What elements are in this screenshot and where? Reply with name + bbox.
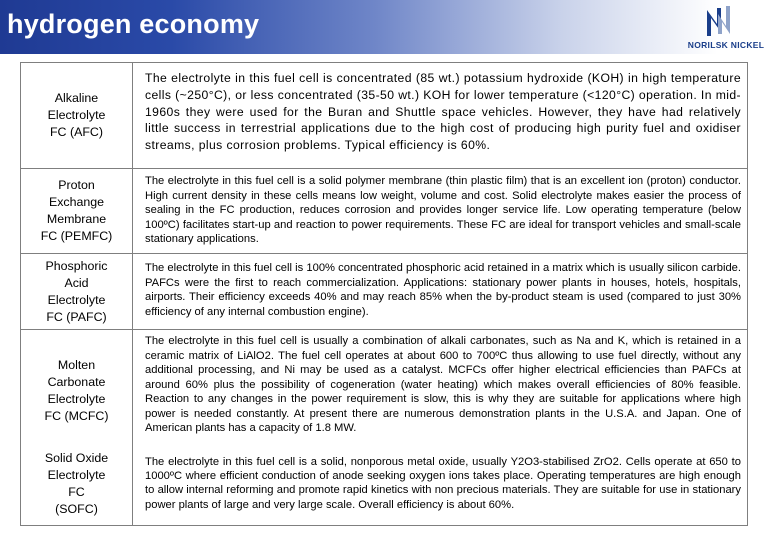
row-text-mcfc: The electrolyte in this fuel cell is usually a combination of alkali carbonates, such as Na and K, which is retained in a ceramic matrix of LiAlO2. The fuel cell operates at about 600 to 700ºC thus allowing to use fuel directly, without any additional processing, and Ni may be used as a catalyst. MCFCs offer higher electrical efficiencies than PAFCs at around 60% plus the possibility of cogeneration (water heating) which makes overall efficiencies of 80% feasible. Reaction to any changes in the power requirement is slow, this is why they are suitable for applications where high power is needed constantly. At present there are numerous demonstration plants in the U.S.A. and Japan. One of American plants has a capacity of 1.8 MW. [145,335,741,434]
norilsk-nickel-logo-icon [704,4,734,38]
row-label-afc: Alkaline Electrolyte FC (AFC) [47,91,106,139]
logo-text: NORILSK NICKEL [687,40,765,50]
row-text-pemfc: The electrolyte in this fuel cell is a solid polymer membrane (thin plastic film) that is an excellent ion (proton) conductor. High current density in these cells means low weight, volume and cost. Solid electrolyte makes easier the process of sealing in the FC production, reduces corrosion and provides longer service life. Low operating temperature (below 100ºC) facilitates start-up and reaction to power requirements. These FC are ideal for transport vehicles and small-scale stationary applications. [145,175,741,245]
column-divider [132,63,133,525]
row-label-pemfc: Proton Exchange Membrane FC (PEMFC) [40,178,113,243]
row-text-sofc: The electrolyte in this fuel cell is a solid, nonporous metal oxide, usually Y2O3-stabilised ZrO2. Cells operate at 650 to 1000ºC where efficient conduction of anode seeking oxygen ions takes place. Operating temperatures are high enough to allow internal reforming and promote rapid kinetics with non precious materials. They are suitable for use in stationary power plants of large and very large scale. Overall efficiency is about 60%. [145,456,741,511]
row-text-pafc: The electrolyte in this fuel cell is 100% concentrated phosphoric acid retained in a matrix which is usually silicon carbide. PAFCs were the first to reach commercialization. Applications: stationary power plants in houses, hotels, hospitals, airports. Their efficiency exceeds 40% and may reach 85% when the by-product steam is used (compared to just 30% efficiency of any internal combustion engine). [145,262,741,318]
company-logo [676,4,776,52]
fuel-cell-table [20,62,748,526]
page-title: hydrogen economy [7,9,260,39]
row-label-sofc: Solid Oxide Electrolyte FC (SOFC) [44,451,109,516]
row-text-afc: The electrolyte in this fuel cell is concentrated (85 wt.) potassium hydroxide (KOH) in high temperature cells (~250°C), or less concentrated (35-50 wt.) KOH for lower temperature (<120°C) operation. In mid-1960s they were used for the Buran and Shuttle space vehicles. However, they have had relatively little success in terrestrial applications due to the high cost of producing high purity fuel and oxidiser streams, plus corrosion problems. Typical efficiency is 60%. [145,71,741,153]
row-label-pafc: Phosphoric Acid Electrolyte FC (PAFC) [45,258,108,324]
row-label-mcfc: Molten Carbonate Electrolyte FC (MCFC) [44,357,109,423]
title-banner [0,0,780,54]
